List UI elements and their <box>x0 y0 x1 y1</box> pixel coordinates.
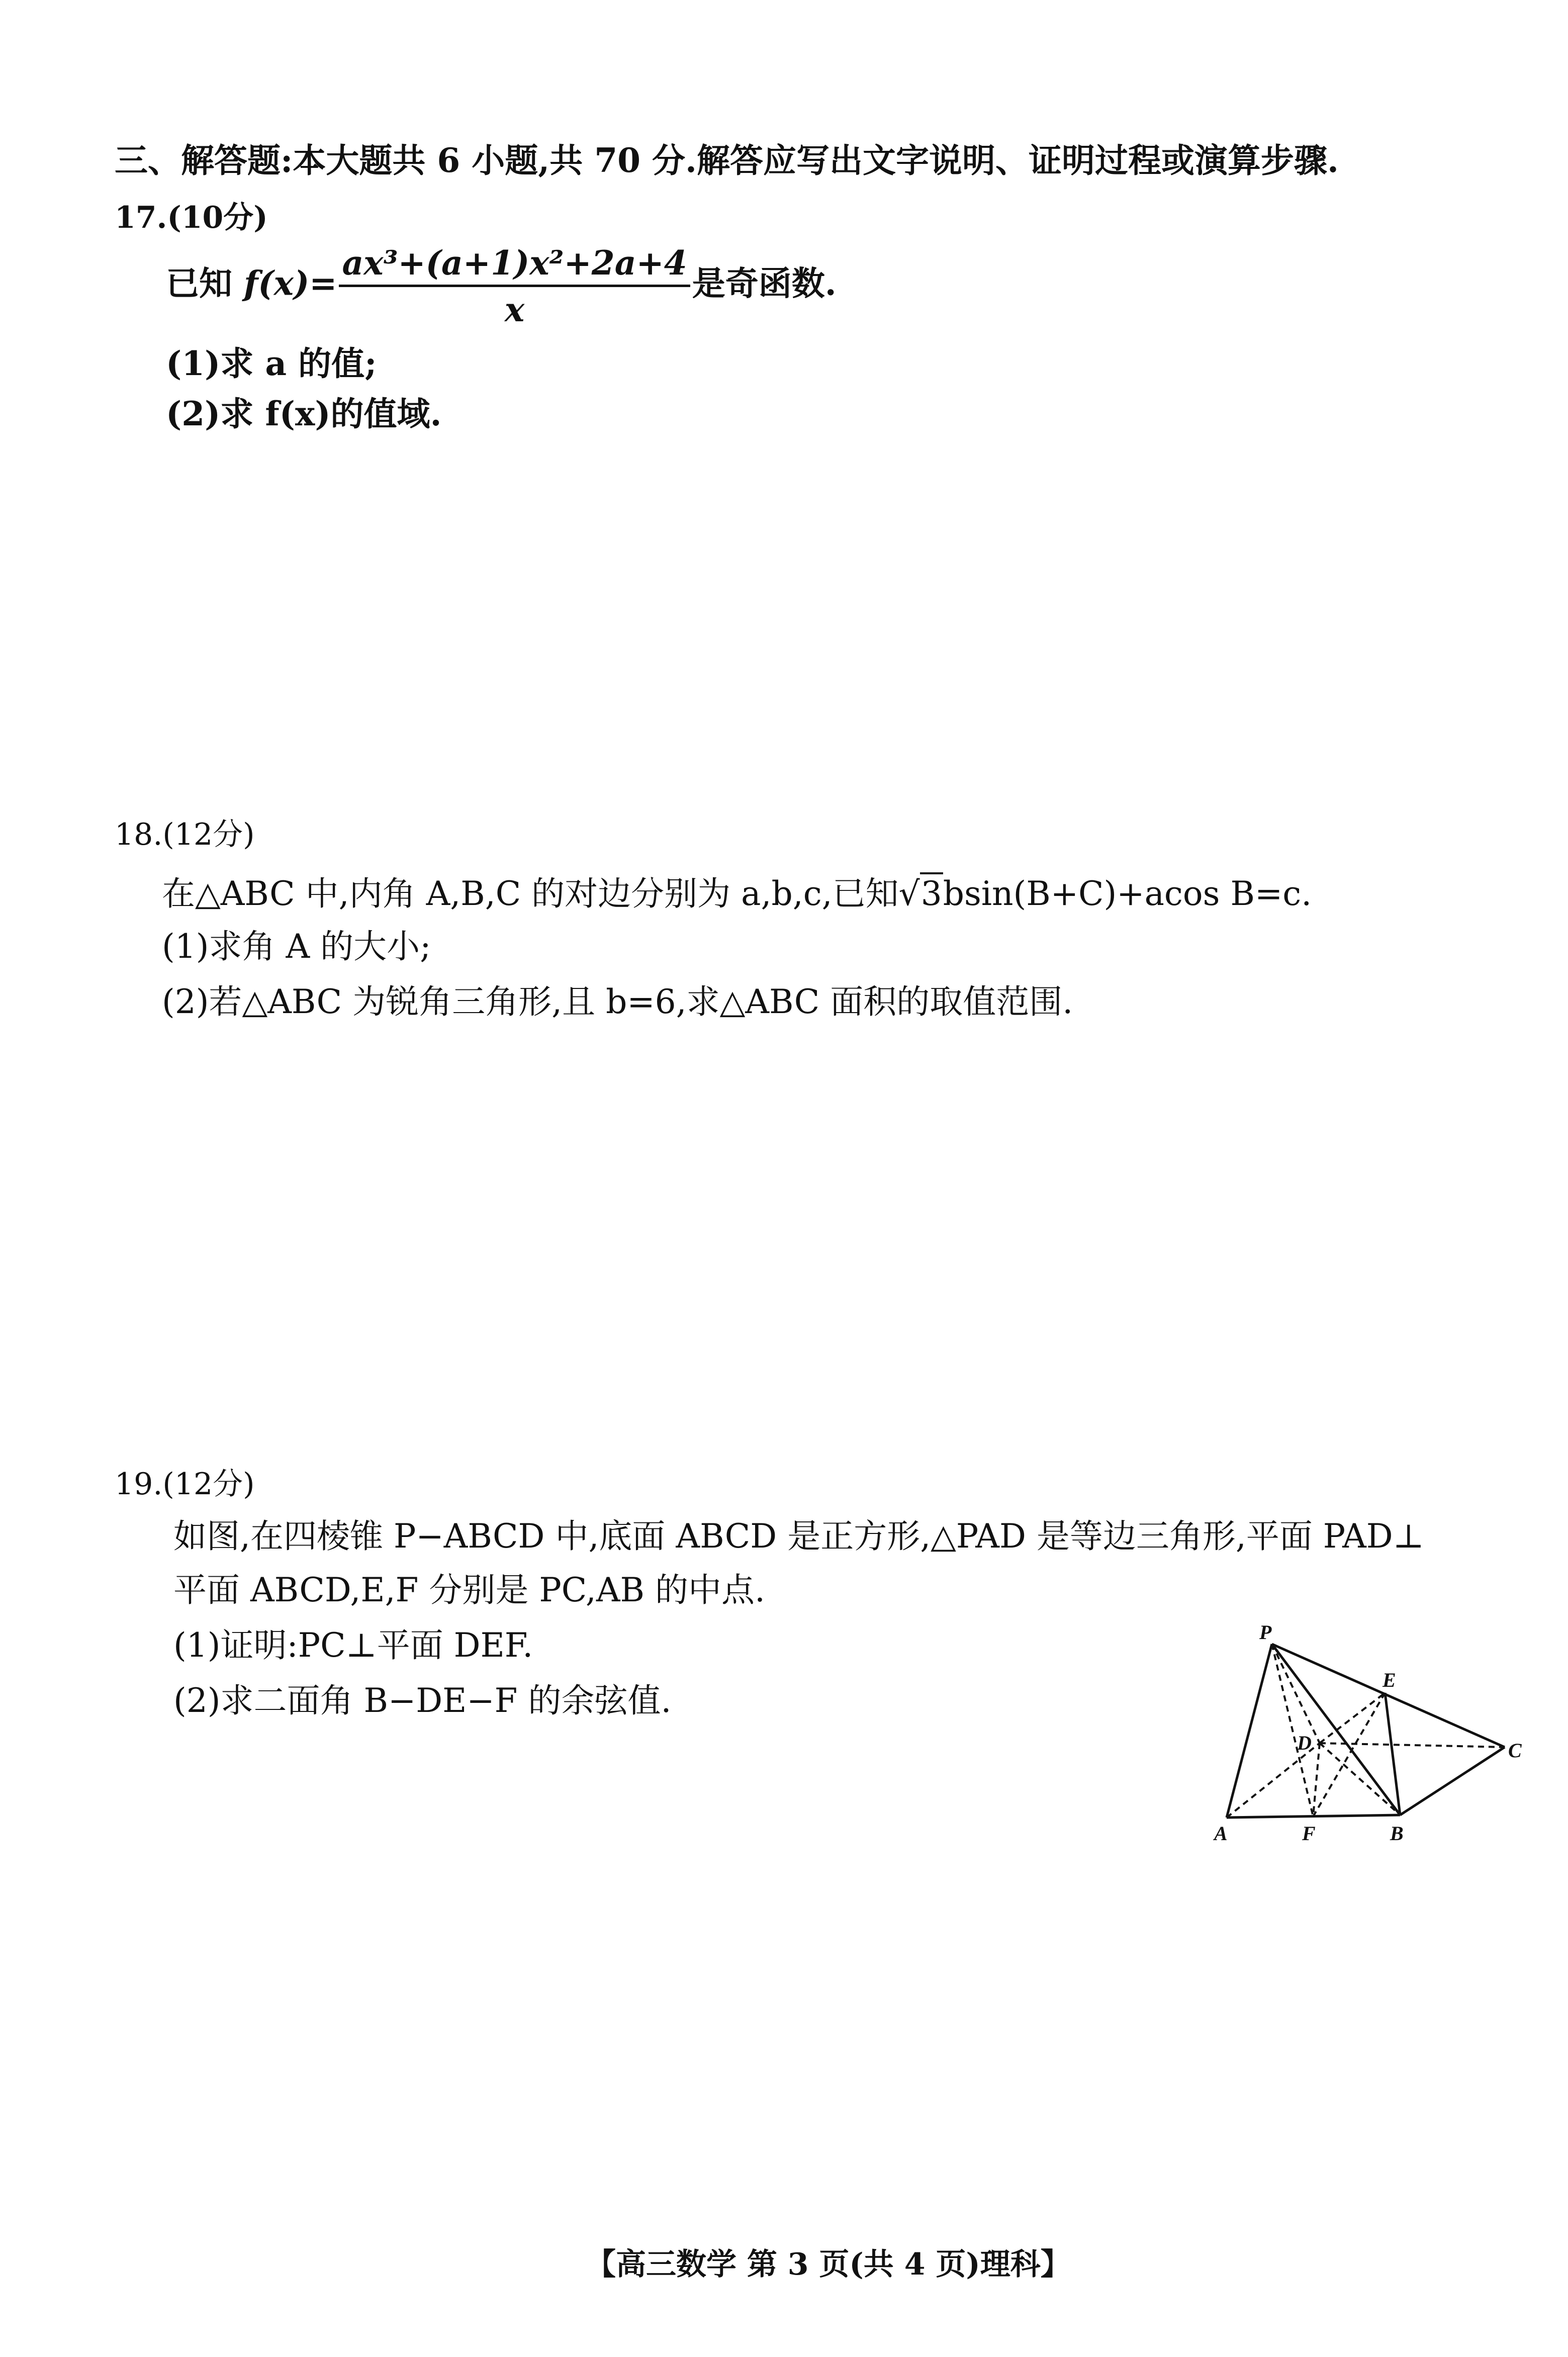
label-b: B <box>1390 1822 1404 1845</box>
q17-stem <box>166 243 837 329</box>
q17-numerator: ax³+(a+1)x²+2a+4 <box>339 246 690 287</box>
label-c: C <box>1508 1739 1522 1762</box>
label-d: D <box>1297 1732 1312 1754</box>
q17-number: 17.(10分) <box>115 200 268 235</box>
q17-fraction <box>339 243 690 329</box>
q19-stem-line2: 平面 ABCD,E,F 分别是 PC,AB 的中点. <box>173 1571 765 1609</box>
q19-part2: (2)求二面角 B−DE−F 的余弦值. <box>173 1681 672 1720</box>
q18-part2: (2)若△ABC 为锐角三角形,且 b=6,求△ABC 面积的取值范围. <box>162 982 1073 1021</box>
q17-stem-suffix: 是奇函数. <box>692 263 837 303</box>
q18-stem-b: bsin(B+C)+acos B=c. <box>943 874 1312 913</box>
q17-part2: (2)求 f(x)的值域. <box>166 394 442 433</box>
edge-pd <box>1272 1644 1320 1743</box>
page-footer: 【高三数学 第 3 页(共 4 页)理科】 <box>586 2247 1071 2282</box>
q17-part1: (1)求 a 的值; <box>166 344 377 383</box>
edge-de <box>1320 1693 1385 1743</box>
q18-sqrt-arg: 3 <box>920 872 943 913</box>
q18-part1: (1)求角 A 的大小; <box>162 927 431 966</box>
label-p: P <box>1259 1621 1272 1644</box>
edge-pa <box>1227 1644 1272 1818</box>
q18-sqrt: √3 <box>899 872 943 913</box>
q18-number: 18.(12分) <box>115 817 255 852</box>
q17-func: f(x)= <box>243 263 337 303</box>
q18-stem <box>162 874 1312 913</box>
label-f: F <box>1302 1822 1316 1845</box>
edge-db <box>1320 1743 1400 1815</box>
edge-bc <box>1400 1747 1505 1815</box>
label-e: E <box>1382 1669 1396 1691</box>
q19-stem-line1: 如图,在四棱锥 P−ABCD 中,底面 ABCD 是正方形,△PAD 是等边三角形,平面 PAD⊥ <box>173 1517 1424 1556</box>
label-a: A <box>1214 1822 1228 1845</box>
q17-denominator: x <box>504 290 525 329</box>
q19-number: 19.(12分) <box>115 1467 255 1502</box>
edge-ad <box>1227 1743 1320 1818</box>
pyramid-figure <box>1207 1611 1528 1853</box>
section-header: 三、解答题:本大题共 6 小题,共 70 分.解答应写出文字说明、证明过程或演算步骤. <box>115 141 1339 180</box>
q18-stem-a: 在△ABC 中,内角 A,B,C 的对边分别为 a,b,c,已知 <box>162 874 899 913</box>
q19-part1: (1)证明:PC⊥平面 DEF. <box>173 1626 533 1665</box>
q17-stem-prefix: 已知 <box>166 263 244 303</box>
